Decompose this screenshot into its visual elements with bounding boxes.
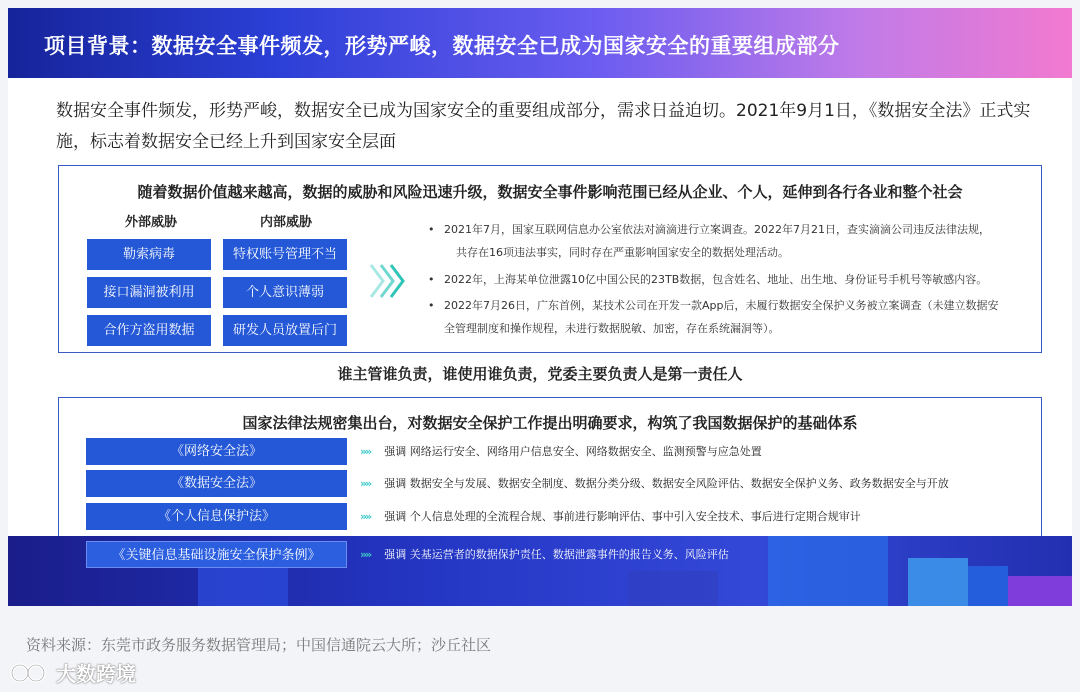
page-title: 项目背景：数据安全事件频发，形势严峻，数据安全已成为国家安全的重要组成部分 bbox=[44, 34, 840, 58]
logo-icon bbox=[10, 660, 50, 686]
watermark-text: 大数跨境 bbox=[56, 662, 136, 686]
threat-box: 特权账号管理不当 bbox=[223, 239, 347, 270]
slide bbox=[8, 8, 1072, 606]
law-label: 《个人信息保护法》 bbox=[86, 503, 347, 530]
external-threats-label: 外部威胁 bbox=[125, 215, 178, 230]
events-list bbox=[424, 218, 1034, 340]
double-chevron-icon: »» bbox=[360, 548, 371, 561]
threat-box: 研发人员放置后门 bbox=[223, 315, 347, 346]
internal-threats-label: 内部威胁 bbox=[260, 215, 313, 230]
watermark bbox=[10, 658, 136, 687]
source-note: 资料来源：东莞市政务服务数据管理局；中国信通院云大所；沙丘社区 bbox=[26, 636, 492, 654]
threat-box: 合作方盗用数据 bbox=[87, 315, 211, 346]
law-description: »» 强调 关基运营者的数据保护责任、数据泄露事件的报告义务、风险评估 bbox=[360, 548, 729, 561]
list-item: • 2022年，上海某单位泄露10亿中国公民的23TB数据，包含姓名、地址、出生地、身份证号手机号等敏感内容。 bbox=[424, 268, 1034, 292]
chevron-right-icon bbox=[365, 261, 415, 301]
law-description: »» 强调 数据安全与发展、数据安全制度、数据分类分级、数据安全风险评估、数据安全保护义务、政务数据安全与开放 bbox=[360, 477, 949, 490]
threats-panel bbox=[58, 165, 1042, 353]
threat-box: 勒索病毒 bbox=[87, 239, 211, 270]
double-chevron-icon: »» bbox=[360, 477, 371, 490]
law-description: »» 强调 网络运行安全、网络用户信息安全、网络数据安全、监测预警与应急处置 bbox=[360, 445, 762, 458]
law-label: 《关键信息基础设施安全保护条例》 bbox=[86, 541, 347, 568]
threats-title: 随着数据价值越来越高，数据的威胁和风险迅速升级，数据安全事件影响范围已经从企业、个人，延伸到各行各业和整个社会 bbox=[137, 183, 963, 201]
law-description: »» 强调 个人信息处理的全流程合规、事前进行影响评估、事中引入安全技术、事后进行定期合规审计 bbox=[360, 510, 861, 523]
responsibility-statement: 谁主管谁负责，谁使用谁负责，党委主要负责人是第一责任人 bbox=[337, 365, 743, 383]
list-item: • 2021年7月，国家互联网信息办公室依法对滴滴进行立案调查。2022年7月21日，查实滴滴公司违反法律法规， 共存在16项违法事实，同时存在严重影响国家安全的数据处理活动。 bbox=[424, 218, 1034, 264]
double-chevron-icon: »» bbox=[360, 510, 371, 523]
header-banner bbox=[8, 8, 1072, 78]
list-item: • 2022年7月26日，广东首例，某技术公司在开发一款App后，未履行数据安全保护义务被立案调查（未建立数据安 全管理制度和操作规程，未进行数据脱敏、加密，存在系统漏洞等）。 bbox=[424, 294, 1034, 340]
laws-title: 国家法律法规密集出台，对数据安全保护工作提出明确要求，构筑了我国数据保护的基础体系 bbox=[242, 414, 858, 432]
double-chevron-icon: »» bbox=[360, 445, 371, 458]
threat-box: 接口漏洞被利用 bbox=[87, 277, 211, 308]
threat-box: 个人意识薄弱 bbox=[223, 277, 347, 308]
intro-paragraph: 数据安全事件频发，形势严峻，数据安全已成为国家安全的重要组成部分，需求日益迫切。2021年9月1日，《数据安全法》正式实施，标志着数据安全已经上升到国家安全层面 bbox=[56, 101, 1031, 152]
law-label: 《数据安全法》 bbox=[86, 470, 347, 497]
law-label: 《网络安全法》 bbox=[86, 438, 347, 465]
